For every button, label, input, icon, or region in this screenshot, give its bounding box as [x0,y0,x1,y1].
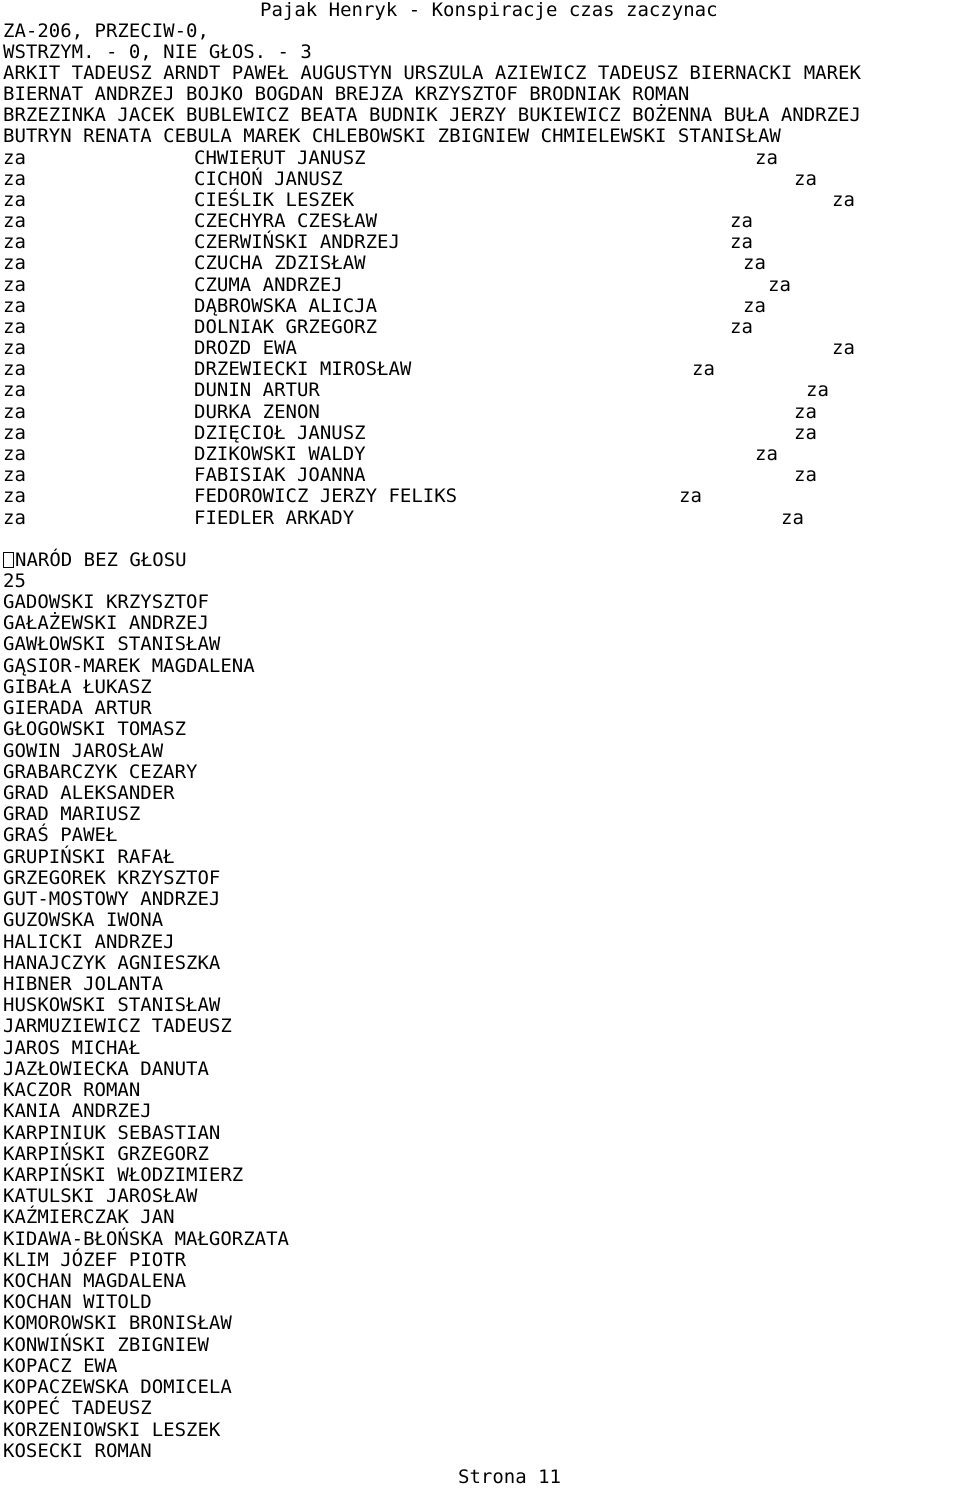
name-list-item: KARPINIUK SEBASTIAN [3,1122,221,1144]
voter-name: DRZEWIECKI MIROSŁAW [194,358,412,380]
vote-row [0,444,960,465]
voter-name: FEDOROWICZ JERZY FELIKS [194,485,458,507]
voter-name: CICHOŃ JANUSZ [194,168,343,190]
vote-row [0,275,960,296]
vote-value: za [3,147,26,169]
vote-value: za [3,168,26,190]
vote-value: za [692,358,715,380]
name-list-item: KOCHAN MAGDALENA [3,1270,187,1292]
name-list-item: GRAD ALEKSANDER [3,782,175,804]
name-list-item: KLIM JÓZEF PIOTR [3,1249,187,1271]
vote-value: za [3,337,26,359]
vote-value: za [3,252,26,274]
vote-row [0,190,960,211]
name-list-item: HUSKOWSKI STANISŁAW [3,994,221,1016]
vote-row [0,423,960,444]
vote-row [0,253,960,274]
vote-value: za [3,295,26,317]
name-list-item: KONWIŃSKI ZBIGNIEW [3,1334,209,1356]
page-number: Strona 11 [458,1466,561,1488]
voter-name: DROZD EWA [194,337,297,359]
name-list-item: KOSECKI ROMAN [3,1440,152,1462]
voter-name: CZUMA ANDRZEJ [194,274,343,296]
vote-row [0,402,960,423]
vote-value: za [743,295,766,317]
vote-value: za [679,485,702,507]
name-list-item: JAZŁOWIECKA DANUTA [3,1058,209,1080]
name-list-item: KANIA ANDRZEJ [3,1100,152,1122]
section-title: NARÓD BEZ GŁOSU [15,549,187,571]
name-list-item: KOCHAN WITOLD [3,1291,152,1313]
voter-name: CHWIERUT JANUSZ [194,147,366,169]
name-list-item: GIBAŁA ŁUKASZ [3,676,152,698]
vote-row [0,317,960,338]
name-list-item: GAŁAŻEWSKI ANDRZEJ [3,612,209,634]
voter-name: CIEŚLIK LESZEK [194,189,355,211]
vote-value: za [743,252,766,274]
voter-name: FABISIAK JOANNA [194,464,366,486]
vote-value: za [3,189,26,211]
name-list-item: JAROS MICHAŁ [3,1037,141,1059]
vote-value: za [3,316,26,338]
section-count: 25 [3,570,26,592]
vote-row [0,232,960,253]
name-list-item: KOPACZEWSKA DOMICELA [3,1376,232,1398]
name-list-item: KOMOROWSKI BRONISŁAW [3,1312,232,1334]
vote-row [0,359,960,380]
section-heading [3,550,187,571]
vote-value: za [794,168,817,190]
voter-name: DZIĘCIOŁ JANUSZ [194,422,366,444]
vote-value: za [794,422,817,444]
vote-value: za [781,507,804,529]
vote-value: za [3,422,26,444]
name-list-item: KAŹMIERCZAK JAN [3,1206,175,1228]
vote-value: za [755,443,778,465]
voter-name: DZIKOWSKI WALDY [194,443,366,465]
names-wrapped-line: BRZEZINKA JACEK BUBLEWICZ BEATA BUDNIK JERZY BUKIEWICZ BOŻENNA BUŁA ANDRZEJ [3,104,861,126]
names-wrapped-line: BUTRYN RENATA CEBULA MAREK CHLEBOWSKI ZBIGNIEW CHMIELEWSKI STANISŁAW [3,125,781,147]
voter-name: DURKA ZENON [194,401,320,423]
voter-name: CZUCHA ZDZISŁAW [194,252,366,274]
vote-value: za [3,401,26,423]
name-list-item: GUT-MOSTOWY ANDRZEJ [3,888,221,910]
names-wrapped-line: ARKIT TADEUSZ ARNDT PAWEŁ AUGUSTYN URSZULA AZIEWICZ TADEUSZ BIERNACKI MAREK [3,62,861,84]
name-list-item: JARMUZIEWICZ TADEUSZ [3,1015,232,1037]
voter-name: CZECHYRA CZESŁAW [194,210,378,232]
name-list-item: KARPIŃSKI GRZEGORZ [3,1143,209,1165]
vote-row [0,465,960,486]
names-wrapped-line: BIERNAT ANDRZEJ BOJKO BOGDAN BREJZA KRZYSZTOF BRODNIAK ROMAN [3,83,690,105]
voter-name: DUNIN ARTUR [194,379,320,401]
page-title: Pajak Henryk - Konspiracje czas zaczynac [260,0,718,21]
block-info-line-2: WSTRZYM. - 0, NIE GŁOS. - 3 [3,41,312,63]
vote-value: za [806,379,829,401]
name-list-item: GRAŚ PAWEŁ [3,824,118,846]
name-list-item: HIBNER JOLANTA [3,973,164,995]
vote-value: za [832,337,855,359]
vote-value: za [3,507,26,529]
name-list-item: KACZOR ROMAN [3,1079,141,1101]
name-list-item: GOWIN JAROSŁAW [3,740,164,762]
name-list-item: KATULSKI JAROSŁAW [3,1185,198,1207]
vote-row [0,148,960,169]
vote-value: za [3,210,26,232]
name-list-item: KORZENIOWSKI LESZEK [3,1419,221,1441]
name-list-item: KIDAWA-BŁOŃSKA MAŁGORZATA [3,1228,289,1250]
vote-row [0,296,960,317]
name-list-item: GAWŁOWSKI STANISŁAW [3,633,221,655]
vote-value: za [768,274,791,296]
vote-row [0,169,960,190]
vote-value: za [794,464,817,486]
vote-value: za [832,189,855,211]
name-list-item: KARPIŃSKI WŁODZIMIERZ [3,1164,244,1186]
name-list-item: HANAJCZYK AGNIESZKA [3,952,221,974]
vote-value: za [3,231,26,253]
vote-value: za [3,485,26,507]
name-list-item: GADOWSKI KRZYSZTOF [3,591,209,613]
name-list-item: GRAD MARIUSZ [3,803,141,825]
name-list-item: KOPACZ EWA [3,1355,118,1377]
name-list-item: HALICKI ANDRZEJ [3,931,175,953]
vote-value: za [794,401,817,423]
name-list-item: GUZOWSKA IWONA [3,909,164,931]
name-list-item: GRZEGOREK KRZYSZTOF [3,867,221,889]
vote-value: za [755,147,778,169]
vote-value: za [3,443,26,465]
missing-glyph-icon [3,552,14,568]
name-list-item: GĄSIOR-MAREK MAGDALENA [3,655,255,677]
vote-row [0,508,960,529]
block-info-line-1: ZA-206, PRZECIW-0, [3,20,209,42]
name-list-item: GIERADA ARTUR [3,697,152,719]
vote-value: za [730,316,753,338]
vote-value: za [730,210,753,232]
vote-row [0,380,960,401]
vote-row [0,211,960,232]
vote-value: za [730,231,753,253]
name-list-item: GRUPIŃSKI RAFAŁ [3,846,175,868]
name-list-item: GRABARCZYK CEZARY [3,761,198,783]
voter-name: CZERWIŃSKI ANDRZEJ [194,231,400,253]
name-list-item: GŁOGOWSKI TOMASZ [3,718,187,740]
voter-name: DOLNIAK GRZEGORZ [194,316,378,338]
voter-name: FIEDLER ARKADY [194,507,355,529]
vote-value: za [3,274,26,296]
vote-row [0,486,960,507]
name-list-item: KOPEĆ TADEUSZ [3,1397,152,1419]
vote-row [0,338,960,359]
voter-name: DĄBROWSKA ALICJA [194,295,378,317]
vote-value: za [3,379,26,401]
vote-value: za [3,358,26,380]
vote-value: za [3,464,26,486]
